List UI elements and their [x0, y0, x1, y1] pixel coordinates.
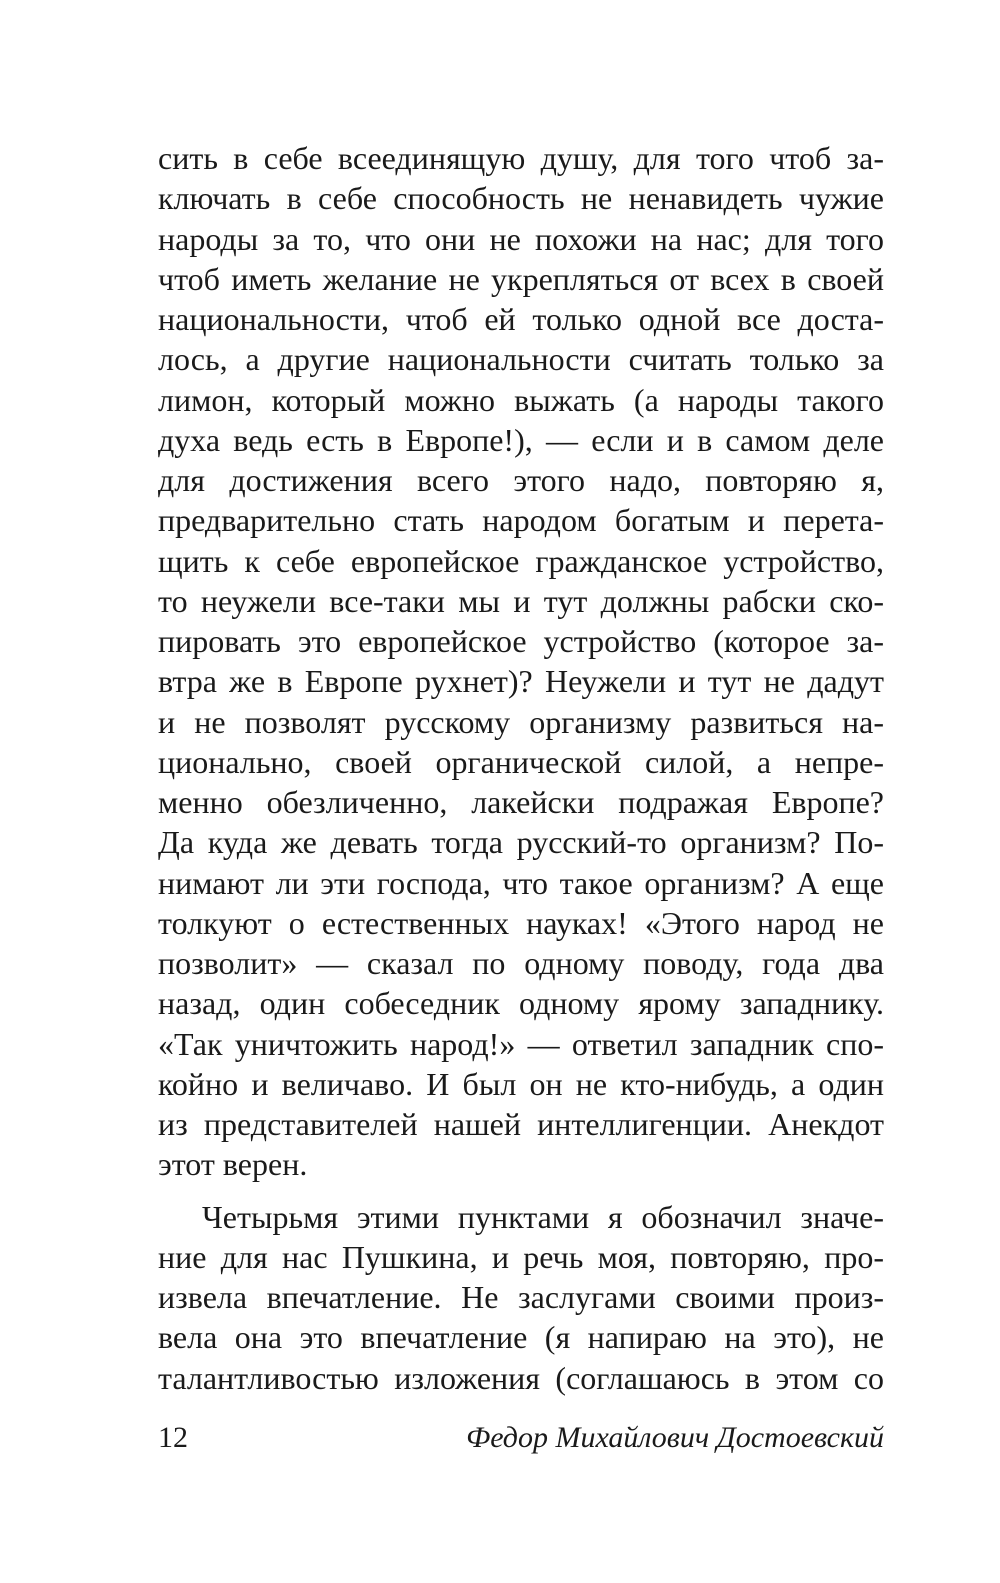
text-line: талантливостью изложения (соглашаюсь в этом со [158, 1359, 884, 1396]
text-line: извела впечатление. Не заслугами своими произ- [158, 1279, 884, 1315]
page-footer [158, 1418, 884, 1458]
text-line: «Так уничтожить народ!» — ответил западник спо- [158, 1025, 884, 1062]
text-line: койно и величаво. И был он не кто-нибудь, а один [158, 1065, 884, 1102]
text-line: пировать это европейское устройство (которое за- [158, 623, 884, 659]
text-line: назад, один собеседник одному ярому западнику. [158, 985, 884, 1022]
text-line: чтоб иметь желание не укрепляться от всех в своей [158, 260, 884, 297]
paragraph-gap [158, 1185, 884, 1197]
text-line: духа ведь есть в Европе!), — если и в самом деле [158, 421, 884, 458]
page-number: 12 [158, 1421, 188, 1454]
text-line: предварительно стать народом богатым и перета- [158, 502, 884, 539]
text-line: Да куда же девать тогда русский-то организм? По- [158, 824, 884, 861]
text-line: то неужели все-таки мы и тут должны рабски ско- [158, 582, 884, 619]
text-line: национальности, чтоб ей только одной все доста- [158, 301, 884, 337]
text-line: сить в себе всеединящую душу, для того чтоб за- [158, 140, 884, 176]
text-line: позволит» — сказал по одному поводу, года два [158, 945, 884, 981]
text-line: толкуют о естественных науках! «Этого народ не [158, 904, 884, 941]
text-line: втра же в Европе рухнет)? Неужели и тут не дадут [158, 663, 884, 700]
text-line: лимон, который можно выжать (а народы такого [158, 381, 884, 418]
text-line: из представителей нашей интеллигенции. Анекдот [158, 1106, 884, 1142]
text-line: нимают ли эти господа, что такое организм? А еще [158, 864, 884, 901]
text-line: народы за то, что они не похожи на нас; для того [158, 220, 884, 257]
text-line: ключать в себе способность не ненавидеть чужие [158, 180, 884, 217]
paragraph-2 [158, 1197, 884, 1398]
text-line: лось, а другие национальности считать только за [158, 341, 884, 378]
body-text [158, 138, 884, 1398]
text-line: вела она это впечатление (я напираю на это), не [158, 1319, 884, 1356]
text-line: ционально, своей органической силой, а непре- [158, 743, 884, 780]
text-line: для достижения всего этого надо, повторяю я, [158, 462, 884, 498]
paragraph-1 [158, 138, 884, 1185]
text-line: этот верен. [158, 1146, 308, 1183]
text-line: менно обезличенно, лакейски подражая Европе? [158, 784, 884, 820]
text-line: щить к себе европейское гражданское устройство, [158, 542, 884, 579]
text-line: Четырьмя этими пунктами я обозначил значе- [202, 1198, 884, 1235]
text-line: ние для нас Пушкина, и речь моя, повторяю, про- [158, 1238, 884, 1275]
text-line: и не позволят русскому организму развиться на- [158, 703, 884, 740]
running-head-author: Федор Михайлович Достоевский [466, 1421, 884, 1454]
